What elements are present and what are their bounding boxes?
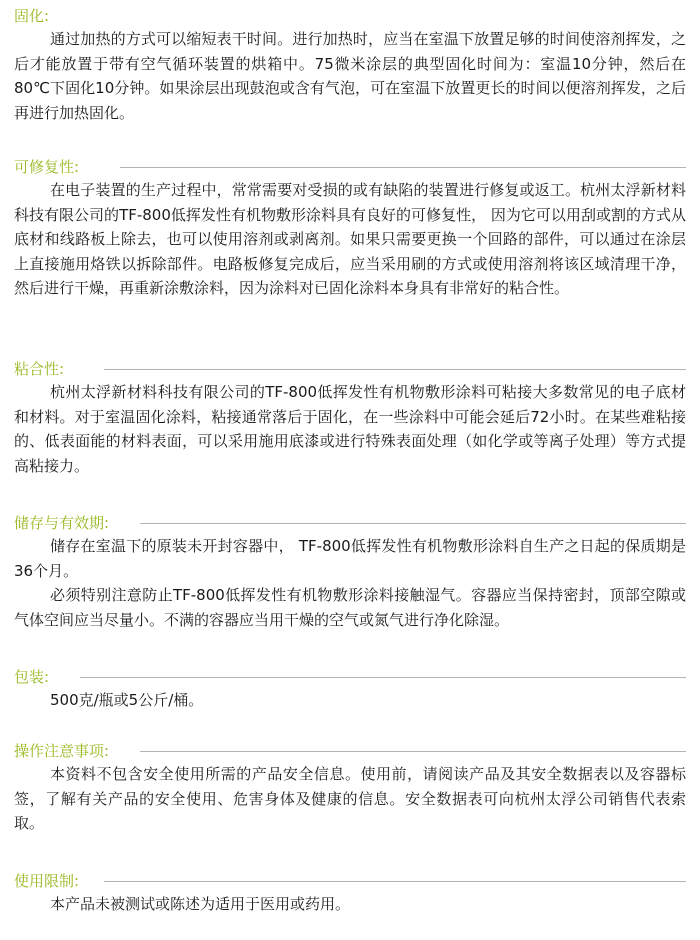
section-title: 包装: bbox=[14, 668, 50, 686]
section-adhesion bbox=[0, 358, 700, 478]
section-title: 操作注意事项: bbox=[14, 742, 110, 760]
section-curing bbox=[0, 5, 700, 125]
section-paragraph: 500克/瓶或5公斤/桶。 bbox=[50, 691, 204, 709]
section-divider bbox=[120, 167, 686, 168]
section-restrictions bbox=[0, 870, 700, 917]
section-repairability bbox=[0, 156, 700, 301]
section-divider bbox=[104, 881, 686, 882]
section-title: 储存与有效期: bbox=[14, 514, 110, 532]
section-paragraph: 在电子装置的生产过程中，常常需要对受损的或有缺陷的装置进行修复或返工。杭州太浮新材料科技有限公司的TF-800低挥发性有机物敷形涂料具有良好的可修复性， 因为它可以用刮或割的方式从底材和线路板上除去，也可以使用溶剂或剥离剂。如果只需要更换一个回路的部件，可以通过在涂层上直接施用烙铁以拆除部件。电路板修复完成后，应当采用刷的方式或使用溶剂将该区域清理干净，然后进行干燥，再重新涂敷涂料，因为涂料对已固化涂料本身具有非常好的粘合性。 bbox=[14, 181, 686, 298]
section-packaging bbox=[0, 666, 700, 713]
section-paragraph: 必须特别注意防止TF-800低挥发性有机物敷形涂料接触湿气。容器应当保持密封，顶部空隙或气体空间应当尽量小。不满的容器应当用干燥的空气或氮气进行净化除湿。 bbox=[14, 586, 686, 629]
section-title: 粘合性: bbox=[14, 360, 65, 378]
section-divider bbox=[104, 369, 686, 370]
section-divider bbox=[140, 523, 686, 524]
section-divider bbox=[140, 751, 686, 752]
section-handling bbox=[0, 740, 700, 836]
section-paragraph: 杭州太浮新材料科技有限公司的TF-800低挥发性有机物敷形涂料可粘接大多数常见的电子底材和材料。对于室温固化涂料，粘接通常落后于固化，在一些涂料中可能会延后72小时。在某些难粘接的、低表面能的材料表面，可以采用施用底漆或进行特殊表面处理（如化学或等离子处理）等方式提高粘接力。 bbox=[14, 383, 686, 475]
section-divider bbox=[80, 677, 686, 678]
section-paragraph: 本资料不包含安全使用所需的产品安全信息。使用前，请阅读产品及其安全数据表以及容器标签，了解有关产品的安全使用、危害身体及健康的信息。安全数据表可向杭州太浮公司销售代表索取。 bbox=[14, 765, 686, 833]
section-title: 使用限制: bbox=[14, 872, 80, 890]
section-paragraph: 本产品未被测试或陈述为适用于医用或药用。 bbox=[50, 895, 351, 913]
section-storage bbox=[0, 512, 700, 632]
section-paragraph: 储存在室温下的原装未开封容器中， TF-800低挥发性有机物敷形涂料自生产之日起的保质期是36个月。 bbox=[14, 537, 686, 580]
section-title: 可修复性: bbox=[14, 158, 80, 176]
section-title: 固化: bbox=[14, 7, 50, 25]
section-paragraph: 通过加热的方式可以缩短表干时间。进行加热时，应当在室温下放置足够的时间使溶剂挥发，之后才能放置于带有空气循环装置的烘箱中。75微米涂层的典型固化时间为：室温10分钟，然后在80℃下固化10分钟。如果涂层出现鼓泡或含有气泡，可在室温下放置更长的时间以便溶剂挥发，之后再进行加热固化。 bbox=[14, 30, 686, 122]
